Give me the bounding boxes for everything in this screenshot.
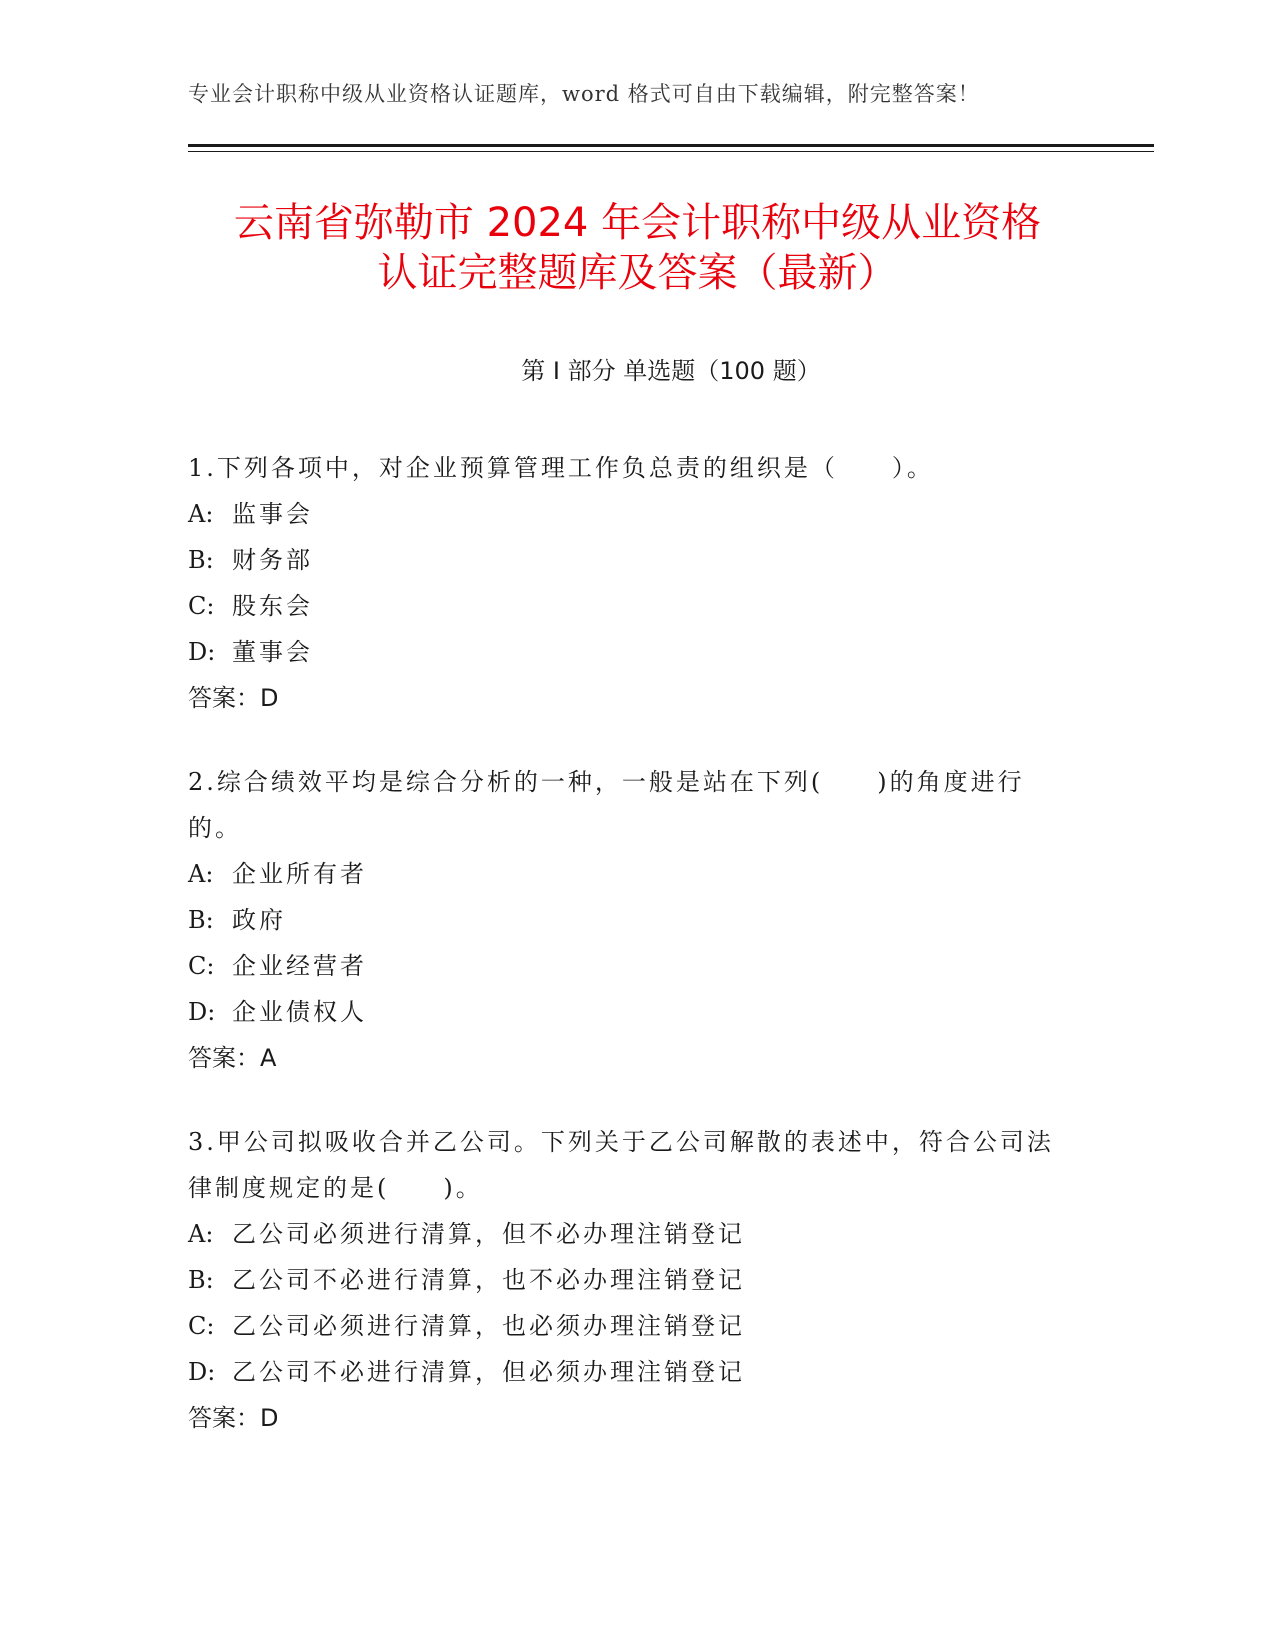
answer-line: 答案：A: [188, 1044, 277, 1072]
option-text: 企业债权人: [232, 998, 367, 1026]
option-b: [188, 897, 1058, 943]
option-letter: D:: [188, 998, 216, 1026]
answer-line: 答案：D: [188, 1404, 279, 1432]
option-letter: B:: [188, 546, 214, 574]
option-text: 财务部: [232, 546, 313, 574]
option-text: 监事会: [232, 500, 313, 528]
option-b: [188, 1257, 1058, 1303]
page-title-line-1: 云南省弥勒市 2024 年会计职称中级从业资格: [233, 200, 1042, 246]
option-c: [188, 943, 1058, 989]
option-letter: A:: [188, 860, 214, 888]
option-letter: A:: [188, 1220, 214, 1248]
question-1: [188, 445, 1058, 721]
header-note: 专业会计职称中级从业资格认证题库，word 格式可自由下载编辑，附完整答案！: [188, 82, 980, 106]
header-divider-thin: [188, 151, 1154, 152]
option-text: 企业所有者: [232, 860, 367, 888]
question-3: [188, 1119, 1058, 1441]
option-text: 政府: [232, 906, 286, 934]
option-letter: C:: [188, 952, 215, 980]
question-text: 2.综合绩效平均是综合分析的一种，一般是站在下列( )的角度进行的。: [188, 768, 1025, 842]
option-letter: C:: [188, 592, 215, 620]
option-letter: D:: [188, 638, 216, 666]
question-2: [188, 759, 1058, 1081]
section-title: 第 I 部分 单选题（100 题）: [521, 357, 821, 385]
option-d: [188, 989, 1058, 1035]
option-letter: A:: [188, 500, 214, 528]
option-letter: B:: [188, 906, 214, 934]
page-title: [170, 198, 1105, 298]
option-c: [188, 1303, 1058, 1349]
option-text: 企业经营者: [232, 952, 367, 980]
option-a: [188, 491, 1058, 537]
option-text: 乙公司不必进行清算，但必须办理注销登记: [232, 1358, 745, 1386]
question-text: 1.下列各项中，对企业预算管理工作负总责的组织是（ ）。: [188, 454, 934, 482]
header-divider-thick: [188, 144, 1154, 147]
option-b: [188, 537, 1058, 583]
option-text: 乙公司不必进行清算，也不必办理注销登记: [232, 1266, 745, 1294]
option-text: 董事会: [232, 638, 313, 666]
answer-line: 答案：D: [188, 684, 279, 712]
question-list: [188, 445, 1058, 1479]
option-c: [188, 583, 1058, 629]
option-a: [188, 851, 1058, 897]
option-letter: C:: [188, 1312, 215, 1340]
option-d: [188, 1349, 1058, 1395]
option-text: 乙公司必须进行清算，但不必办理注销登记: [232, 1220, 745, 1248]
page-title-line-2: 认证完整题库及答案（最新）: [377, 250, 898, 296]
option-a: [188, 1211, 1058, 1257]
option-text: 股东会: [232, 592, 313, 620]
question-text: 3.甲公司拟吸收合并乙公司。下列关于乙公司解散的表述中，符合公司法律制度规定的是( )。: [188, 1128, 1054, 1202]
option-letter: B:: [188, 1266, 214, 1294]
option-d: [188, 629, 1058, 675]
option-text: 乙公司必须进行清算，也必须办理注销登记: [232, 1312, 745, 1340]
option-letter: D:: [188, 1358, 216, 1386]
